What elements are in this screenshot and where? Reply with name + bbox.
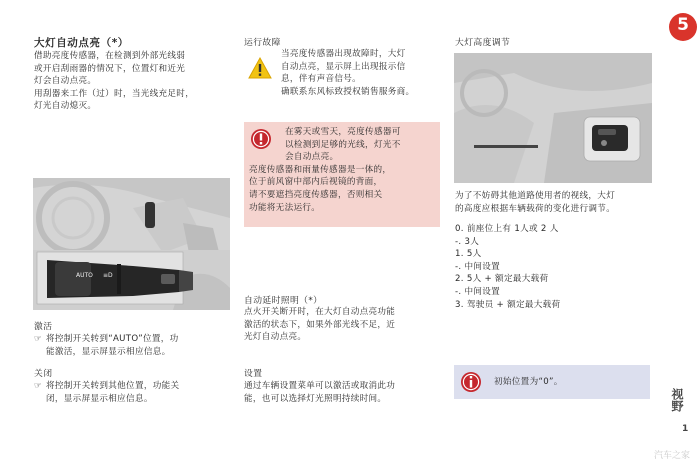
malfunction-line: 自动点亮，显示屏上出现报示信 [281,61,406,72]
intro-line: 或开启刮雨器的情况下，位置灯和近光 [34,63,186,74]
deactivate-line: 将控制开关转到其他位置，功能关 [46,381,180,391]
malfunction-title: 运行故障 [244,38,281,48]
auto-lights-title: 大灯自动点亮（*） [34,37,129,49]
headlamp-adjust-title: 大灯高度调节 [455,38,511,48]
caution-line: 在雾天或雪天，亮度传感器可 [285,127,401,137]
intro-line: 用刮器来工作（过）时，当光线充足时， [34,88,195,99]
auto-lights-intro [34,50,234,113]
headlamp-dial-illustration [454,53,652,183]
watermark: 汽车之家 [654,451,691,461]
follow-me-text [244,306,444,344]
activate-line: 将控制开关转到“AUTO”位置，功 [46,334,179,344]
settings-title: 设置 [244,369,263,379]
headlamp-levels-list [455,223,660,311]
settings-line: 能，也可以选择灯光照明持续时间。 [244,393,387,404]
follow-me-line: 激活的状态下，如果外部光线不足，近 [244,319,396,330]
deactivate-heading: 关闭 [34,369,53,379]
activate-text [34,333,239,358]
caution-line: 请不要遮挡亮度传感器，否则相关 [249,189,383,200]
light-stalk-illustration [33,178,230,310]
info-note-box [454,365,650,399]
settings-text [244,380,444,405]
chapter-number: 5 [677,15,689,35]
deactivate-line: 闭，显示屏显示相应信息。 [46,393,153,404]
level-item: -. 3人 [455,236,480,247]
caution-line: 亮度传感器和雨量传感器是一体的， [249,164,392,175]
caution-note-text [249,126,439,214]
malfunction-line: 当亮度传感器出现故障时，大灯 [281,49,406,59]
caution-line: 以检测到足够的光线，灯光不 [285,139,401,150]
level-item: -. 中间设置 [455,261,501,272]
intro-line: 灯光自动熄灭。 [34,101,97,112]
settings-line: 通过车辆设置菜单可以激活或取消此功 [244,381,396,391]
activate-heading: 激活 [34,322,53,332]
level-item: 0. 前座位上有 1人或 2 人 [455,224,559,234]
caution-line: 会自动点亮。 [285,152,339,163]
light-stalk-photo [33,178,230,310]
malfunction-line: 确联系东风标致授权销售服务商。 [281,86,415,97]
caution-note-box [244,122,440,227]
intro-line: 借助亮度传感器，在检测到外部光线弱 [34,51,186,61]
follow-me-line: 点火开关断开时，在大灯自动点亮功能 [244,307,396,317]
level-item: 1. 5人 [455,249,482,260]
level-item: 2. 5人 + 额定最大载荷 [455,274,549,285]
chapter-label: 视野 [670,388,684,412]
caution-line: 功能将无法运行。 [249,202,321,213]
headlamp-dial-photo [454,53,652,183]
headlamp-desc-line: 为了不妨碍其他道路使用者的视线，大灯 [455,191,616,201]
info-note-text: 初始位置为“0”。 [494,377,563,387]
follow-me-title: 自动延时照明（*） [244,296,323,306]
malfunction-line: 息，伴有声音信号。 [281,74,362,85]
headlamp-desc-line: 的高度应根据车辆载荷的变化进行调节。 [455,203,616,214]
pointer-icon: ☞ [34,334,43,344]
beam-label: ≡D [103,272,113,279]
info-icon [460,371,482,393]
pointer-icon: ☞ [34,381,43,391]
deactivate-text [34,380,239,405]
level-item: -. 中间设置 [455,286,501,297]
malfunction-text [281,48,441,98]
page-number: 1 [682,424,689,434]
caution-line: 位于前风窗中部内后视镜的背面， [249,177,383,188]
intro-line: 灯会自动点亮。 [34,76,97,87]
level-item: 3. 驾驶员 + 额定最大载荷 [455,299,561,310]
activate-line: 能激活，显示屏显示相应信息。 [46,346,171,357]
auto-label: AUTO [76,272,93,279]
headlamp-adjust-desc [455,190,660,215]
warning-triangle-icon [248,57,272,79]
follow-me-line: 光灯自动点亮。 [244,332,307,343]
